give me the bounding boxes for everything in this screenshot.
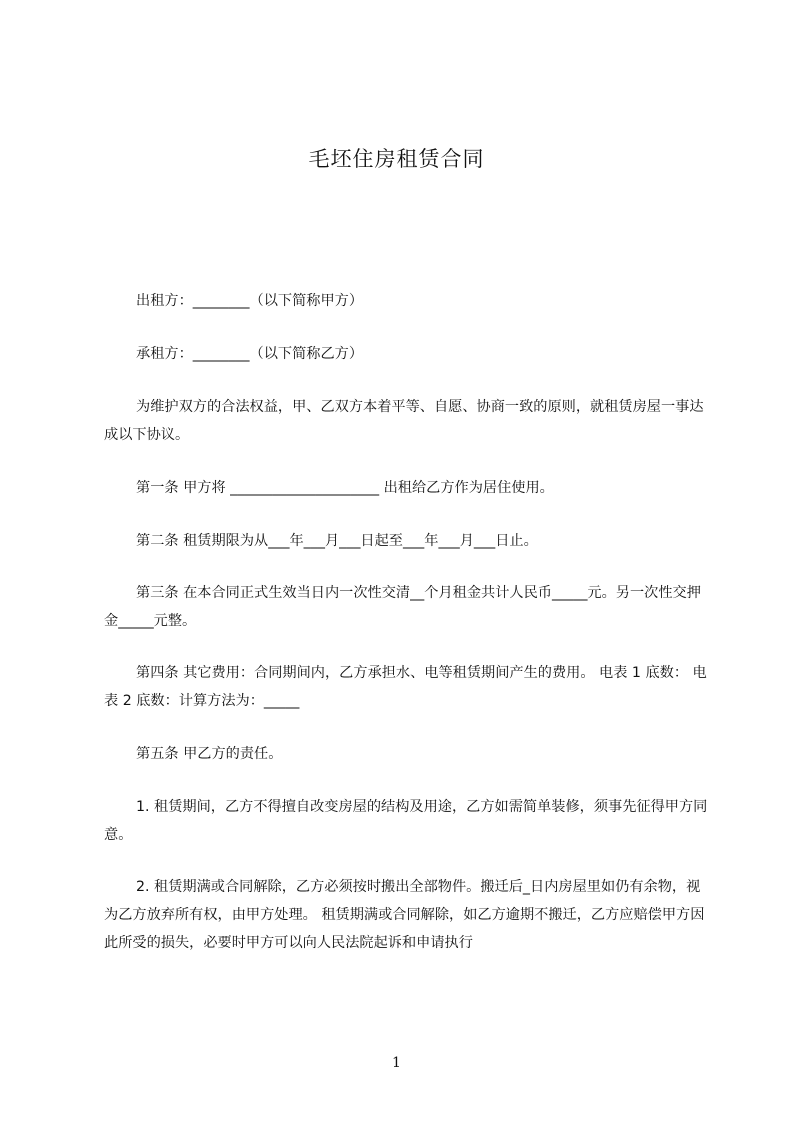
article-1: 第一条 甲方将 _____________________ 出租给乙方作为居住使用。: [136, 480, 554, 496]
preamble-paragraph: 为维护双方的合法权益，甲、乙双方本着平等、自愿、协商一致的原则，就租赁房屋一事达成以下协议。: [104, 399, 704, 443]
article-4: 第四条 其它费用：合同期间内，乙方承担水、电等租赁期间产生的费用。 电表 1 底数： 电表 2 底数：计算方法为：_____: [104, 665, 707, 709]
lessee-line: 承租方：________（以下简称乙方）: [136, 346, 364, 362]
article-2: 第二条 租赁期限为从___年___月___日起至___年___月___日止。: [136, 533, 538, 549]
lessor-line: 出租方：________（以下简称甲方）: [136, 293, 364, 309]
page-title: 毛坯住房租赁合同: [308, 147, 485, 171]
clause-2: 2. 租赁期满或合同解除，乙方必须按时搬出全部物件。搬迁后_日内房屋里如仍有余物，视为乙方放弃所有权，由甲方处理。 租赁期满或合同解除，如乙方逾期不搬迁，乙方应赔偿甲方因此所受的损失，必要时甲方可以向人民法院起诉和申请执行: [104, 879, 705, 951]
page-number: 1: [392, 1055, 401, 1071]
clause-1: 1. 租赁期间，乙方不得擅自改变房屋的结构及用途，乙方如需简单装修，须事先征得甲方同意。: [104, 799, 708, 843]
article-5: 第五条 甲乙方的责任。: [136, 746, 283, 762]
article-3: 第三条 在本合同正式生效当日内一次性交清__个月租金共计人民币_____元。另一次性交押金_____元整。: [104, 585, 701, 629]
